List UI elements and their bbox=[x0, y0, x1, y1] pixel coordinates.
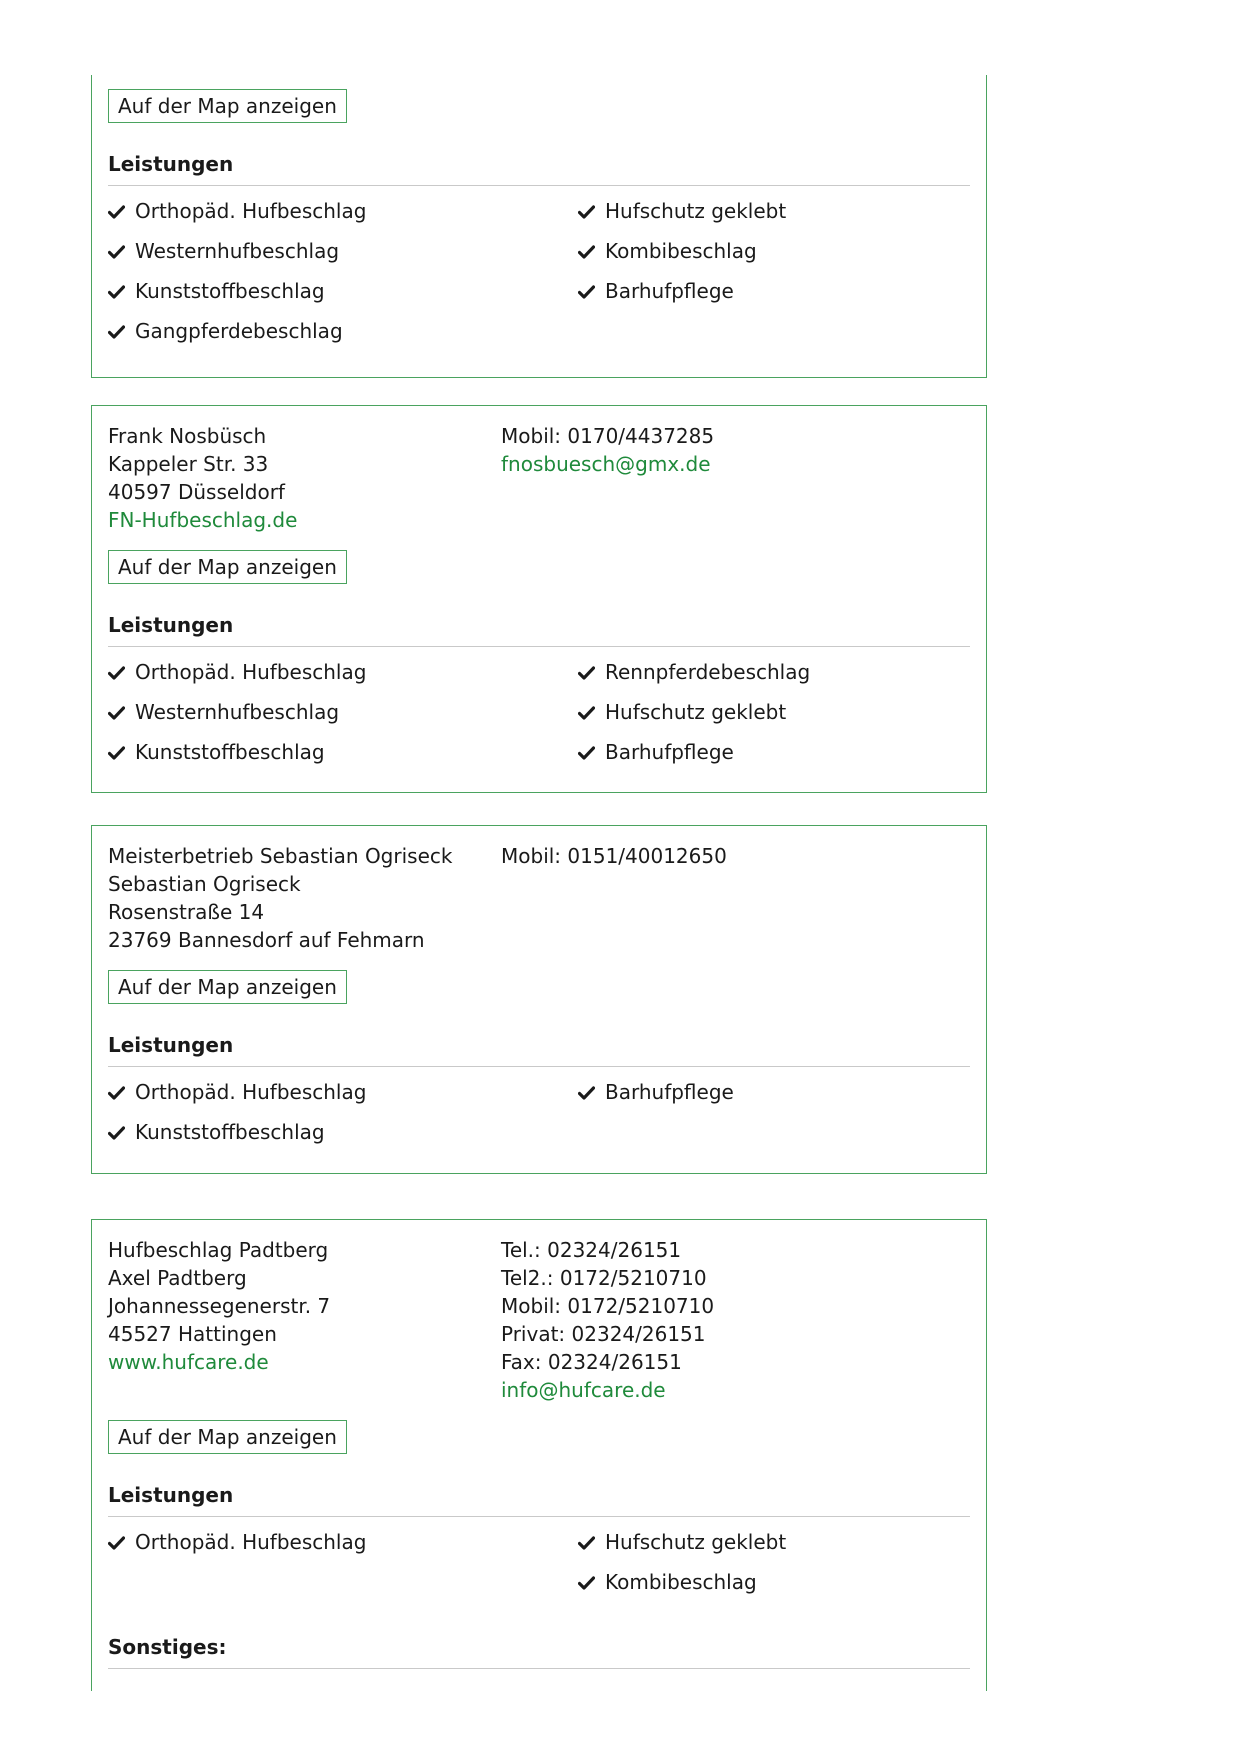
fax-number: Fax: 02324/26151 bbox=[501, 1350, 682, 1374]
check-icon bbox=[578, 746, 595, 760]
check-icon bbox=[108, 1536, 125, 1550]
service-item: Orthopäd. Hufbeschlag bbox=[108, 1529, 578, 1556]
service-item: Orthopäd. Hufbeschlag bbox=[108, 198, 578, 225]
check-icon bbox=[578, 205, 595, 219]
service-item: Westernhufbeschlag bbox=[108, 699, 578, 726]
service-item: Westernhufbeschlag bbox=[108, 238, 578, 265]
contact-name: Axel Padtberg bbox=[108, 1266, 247, 1290]
check-icon bbox=[578, 245, 595, 259]
service-item-empty bbox=[108, 1569, 578, 1596]
services-heading: Leistungen bbox=[108, 1032, 970, 1067]
service-item: Hufschutz geklebt bbox=[578, 699, 970, 726]
check-icon bbox=[108, 666, 125, 680]
services-list bbox=[108, 198, 970, 361]
phone-block bbox=[501, 842, 970, 954]
services-heading: Leistungen bbox=[108, 612, 970, 647]
check-icon bbox=[108, 746, 125, 760]
check-icon bbox=[108, 205, 125, 219]
farrier-card-4 bbox=[91, 1219, 987, 1691]
check-icon bbox=[108, 1086, 125, 1100]
services-heading: Leistungen bbox=[108, 1482, 970, 1517]
service-item: Rennpferdebeschlag bbox=[578, 659, 970, 686]
mobile-number: Mobil: 0151/40012650 bbox=[501, 844, 727, 868]
service-item: Orthopäd. Hufbeschlag bbox=[108, 659, 578, 686]
contact-info bbox=[108, 842, 970, 954]
check-icon bbox=[108, 325, 125, 339]
service-item: Barhufpflege bbox=[578, 1079, 970, 1106]
private-number: Privat: 02324/26151 bbox=[501, 1322, 706, 1346]
farrier-card-2 bbox=[91, 405, 987, 793]
other-heading: Sonstiges: bbox=[108, 1634, 970, 1669]
farrier-card-1 bbox=[91, 75, 987, 378]
show-on-map-button[interactable]: Auf der Map anzeigen bbox=[108, 550, 347, 584]
services-list bbox=[108, 1079, 970, 1162]
service-item: Kombibeschlag bbox=[578, 238, 970, 265]
check-icon bbox=[108, 706, 125, 720]
services-heading: Leistungen bbox=[108, 151, 970, 186]
check-icon bbox=[578, 1536, 595, 1550]
company-name: Hufbeschlag Padtberg bbox=[108, 1238, 329, 1262]
address-block bbox=[108, 842, 501, 954]
service-item: Kombibeschlag bbox=[578, 1569, 970, 1596]
service-item: Hufschutz geklebt bbox=[578, 1529, 970, 1556]
service-item: Barhufpflege bbox=[578, 278, 970, 305]
farrier-card-3 bbox=[91, 825, 987, 1174]
tel2-number: Tel2.: 0172/5210710 bbox=[501, 1266, 707, 1290]
check-icon bbox=[108, 1126, 125, 1140]
show-on-map-button[interactable]: Auf der Map anzeigen bbox=[108, 970, 347, 1004]
street: Rosenstraße 14 bbox=[108, 900, 265, 924]
address-block bbox=[108, 1236, 501, 1404]
company-name: Meisterbetrieb Sebastian Ogriseck bbox=[108, 844, 453, 868]
check-icon bbox=[108, 245, 125, 259]
city: 45527 Hattingen bbox=[108, 1322, 277, 1346]
mobile-number: Mobil: 0170/4437285 bbox=[501, 424, 715, 448]
address-block bbox=[108, 422, 501, 534]
check-icon bbox=[578, 706, 595, 720]
check-icon bbox=[578, 285, 595, 299]
city: 23769 Bannesdorf auf Fehmarn bbox=[108, 928, 425, 952]
service-item: Gangpferdebeschlag bbox=[108, 318, 578, 345]
service-item: Hufschutz geklebt bbox=[578, 198, 970, 225]
mobile-number: Mobil: 0172/5210710 bbox=[501, 1294, 715, 1318]
email-link[interactable]: info@hufcare.de bbox=[501, 1378, 666, 1402]
check-icon bbox=[578, 1576, 595, 1590]
services-list bbox=[108, 659, 970, 782]
email-link[interactable]: fnosbuesch@gmx.de bbox=[501, 452, 711, 476]
check-icon bbox=[578, 666, 595, 680]
street: Johannessegenerstr. 7 bbox=[108, 1294, 331, 1318]
street: Kappeler Str. 33 bbox=[108, 452, 269, 476]
services-list bbox=[108, 1529, 970, 1612]
website-link[interactable]: www.hufcare.de bbox=[108, 1350, 269, 1374]
show-on-map-button[interactable]: Auf der Map anzeigen bbox=[108, 1420, 347, 1454]
phone-block bbox=[501, 1236, 970, 1404]
tel-number: Tel.: 02324/26151 bbox=[501, 1238, 682, 1262]
contact-name: Sebastian Ogriseck bbox=[108, 872, 301, 896]
check-icon bbox=[108, 285, 125, 299]
website-link[interactable]: FN-Hufbeschlag.de bbox=[108, 508, 298, 532]
contact-info bbox=[108, 422, 970, 534]
contact-info bbox=[108, 1236, 970, 1404]
service-item: Kunststoffbeschlag bbox=[108, 739, 578, 766]
city: 40597 Düsseldorf bbox=[108, 480, 285, 504]
service-item: Kunststoffbeschlag bbox=[108, 278, 578, 305]
contact-name: Frank Nosbüsch bbox=[108, 424, 267, 448]
service-item: Barhufpflege bbox=[578, 739, 970, 766]
phone-block bbox=[501, 422, 970, 534]
service-item: Orthopäd. Hufbeschlag bbox=[108, 1079, 578, 1106]
check-icon bbox=[578, 1086, 595, 1100]
service-item: Kunststoffbeschlag bbox=[108, 1119, 578, 1146]
show-on-map-button[interactable]: Auf der Map anzeigen bbox=[108, 89, 347, 123]
